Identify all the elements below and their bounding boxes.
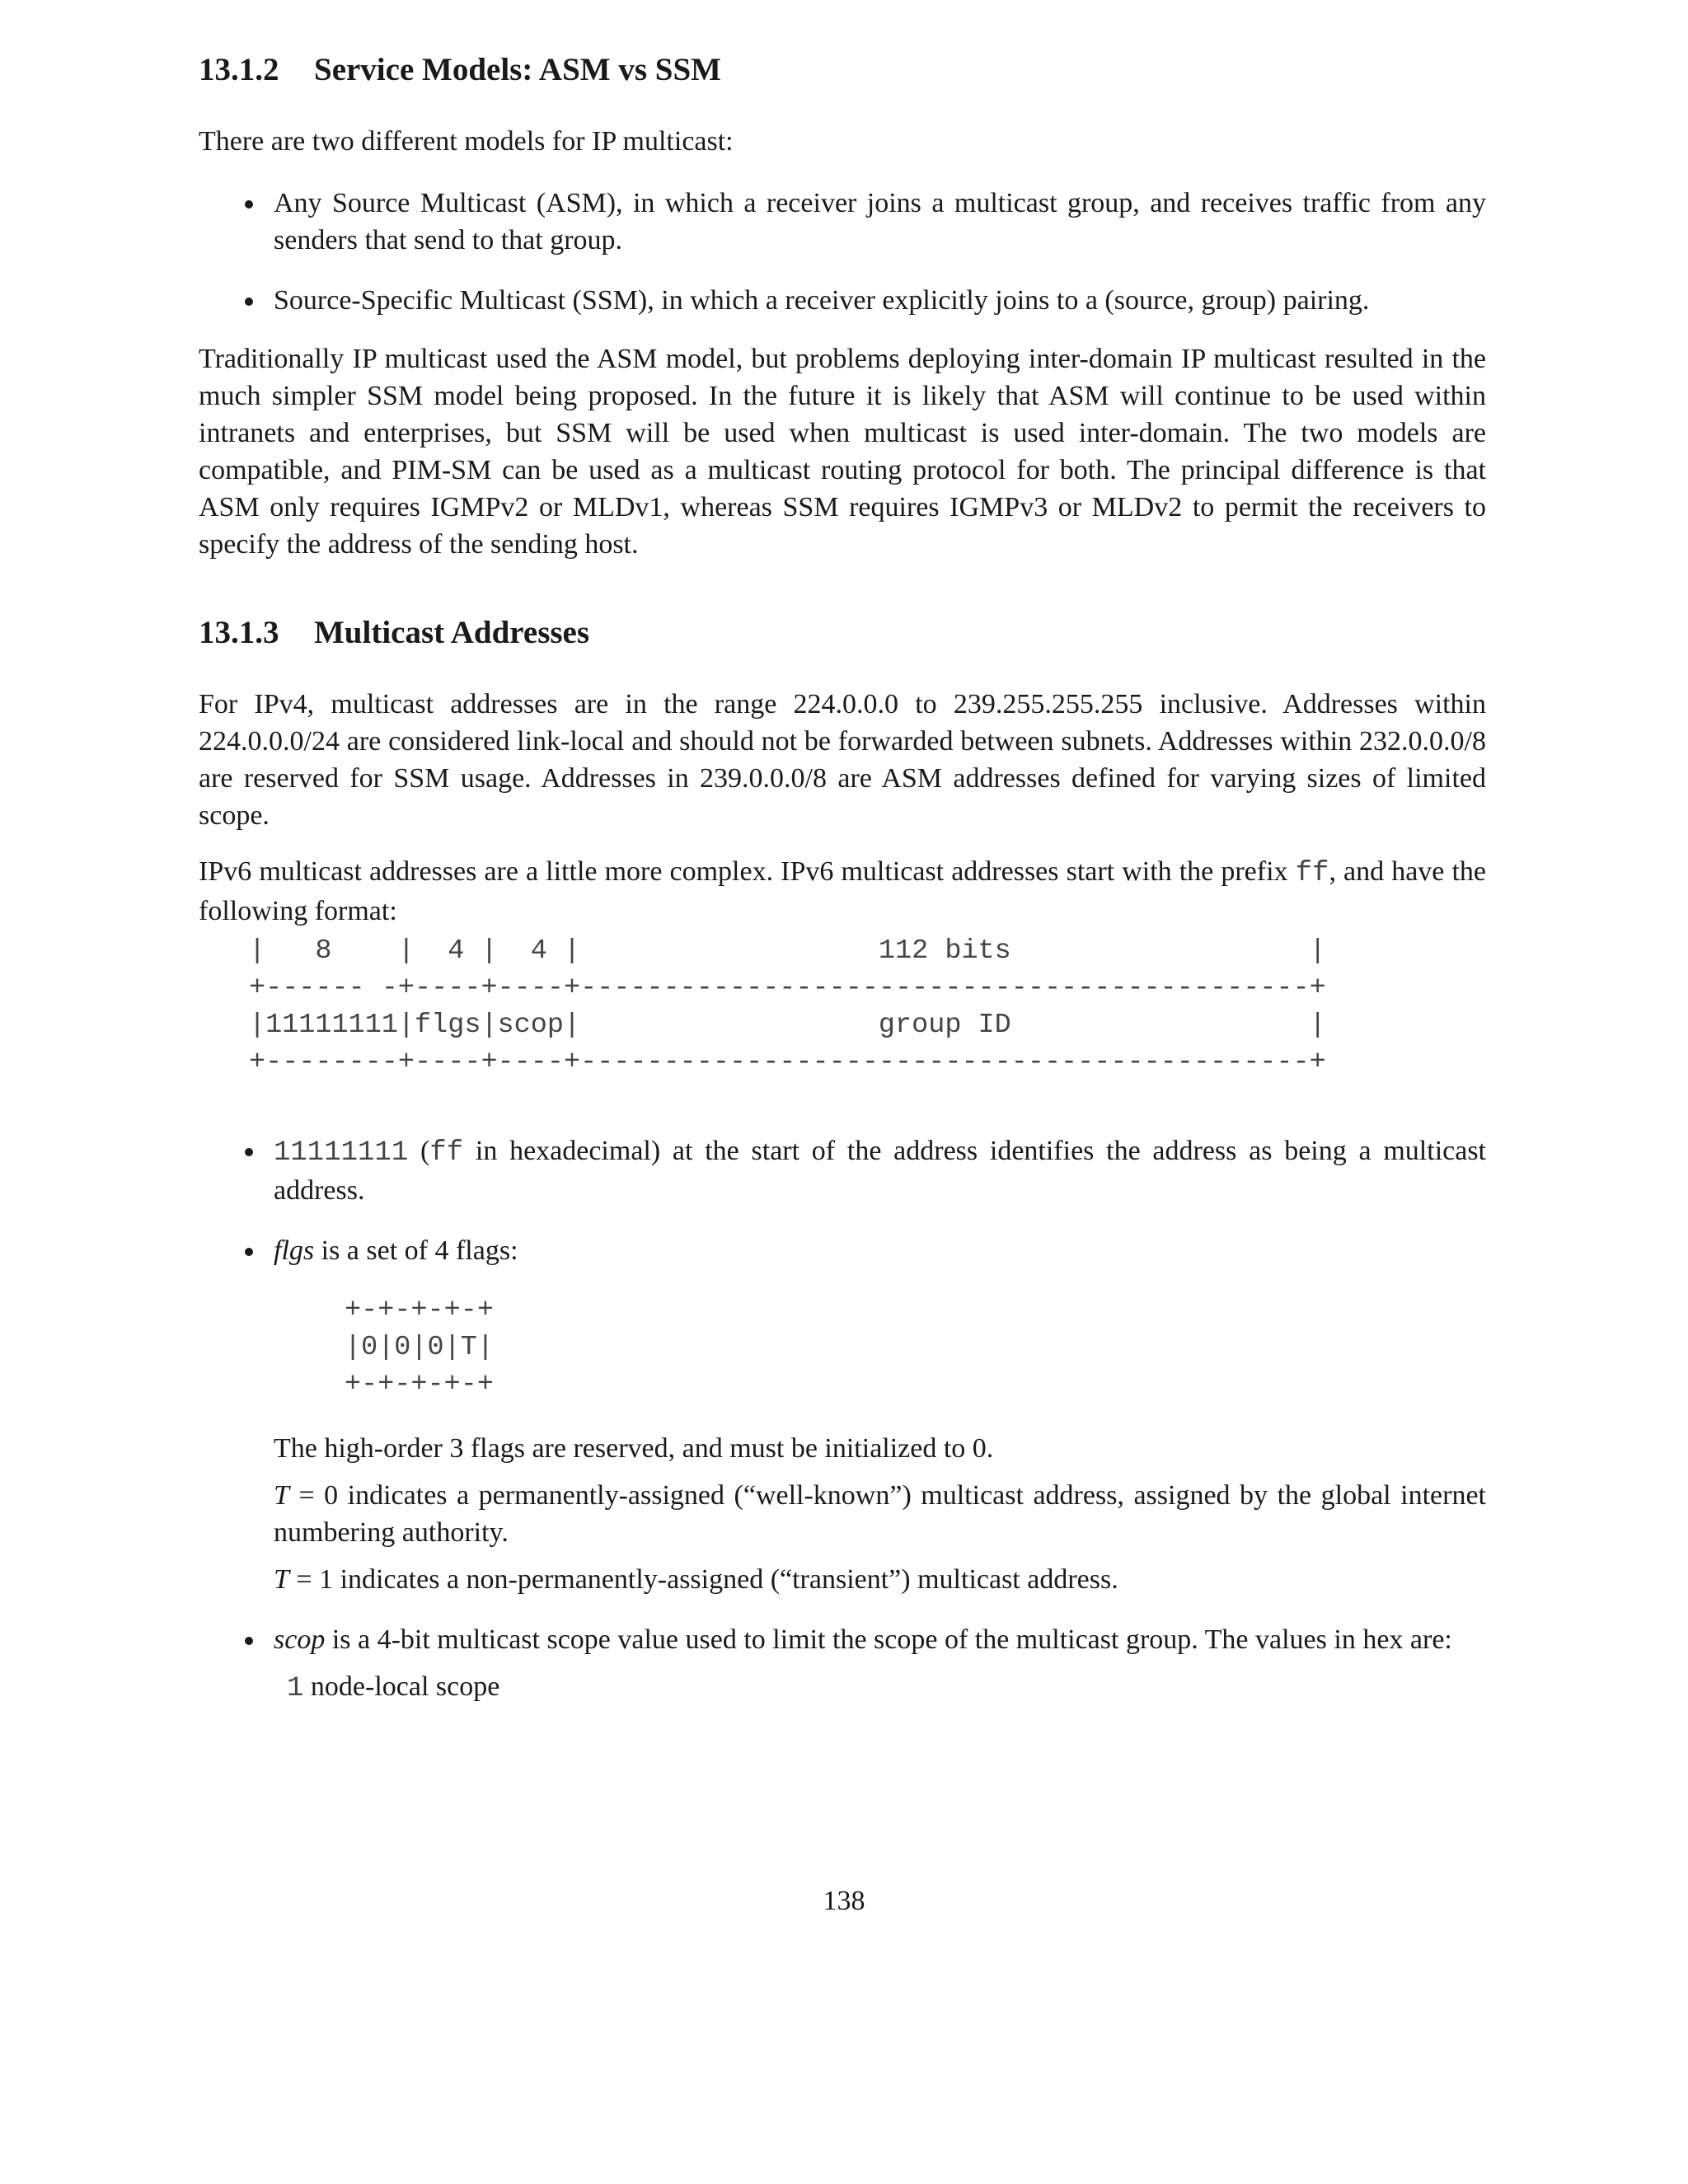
flags-reserved-note: The high-order 3 flags are reserved, and must be initialized to 0. <box>274 1432 994 1464</box>
flag-t1-text: = 1 indicates a non-permanently-assigned (“transient”) multicast address. <box>288 1563 1118 1595</box>
prefix-open: ( <box>408 1135 430 1166</box>
section-number: 13.1.3 <box>199 614 279 650</box>
section-title: Multicast Addresses <box>314 614 590 650</box>
prefix-bits-code: 11111111 <box>274 1137 409 1169</box>
scope-value-row <box>287 1668 1486 1708</box>
flags-text: is a set of 4 flags: <box>314 1235 518 1266</box>
ff-prefix-code: ff <box>1295 857 1329 889</box>
scope-value-code: 1 <box>287 1672 304 1704</box>
page-number: 138 <box>823 1886 865 1916</box>
list-item-ssm: Source-Specific Multicast (SSM), in which a receiver explicitly joins to a (source, group) pairing. <box>199 282 1486 319</box>
flag-t-var: T <box>274 1479 289 1511</box>
page-content <box>199 51 1486 1708</box>
prefix-hex-code: ff <box>429 1137 464 1169</box>
flags-term: flgs <box>274 1235 315 1266</box>
section-heading-13-1-3 <box>199 614 1486 653</box>
flags-diagram: +-+-+-+-+ |0|0|0|T| +-+-+-+-+ <box>345 1294 494 1400</box>
flag-t0-text: = 0 indicates a permanently-assigned (“well-known”) multicast address, assigned by the global internet numbering authority. <box>274 1479 1486 1548</box>
prefix-text: in hexadecimal) at the start of the address identifies the address as being a multicast address. <box>274 1135 1486 1206</box>
section-heading-13-1-2 <box>199 51 1486 90</box>
list-item-asm: Any Source Multicast (ASM), in which a receiver joins a multicast group, and receives traffic from any senders that send to that group. <box>199 185 1486 259</box>
scope-text: is a 4-bit multicast scope value used to limit the scope of the multicast group. The values in hex are: <box>325 1624 1452 1655</box>
ipv4-paragraph: For IPv4, multicast addresses are in the range 224.0.0.0 to 239.255.255.255 inclusive. Addresses within 224.0.0.0/24 are considered link-local and should not be forwarded between subnets. Addresses within 232.0.0.0/8 are reserved for SSM usage. Addresses in 239.0.0.0/8 are ASM addresses defined for varying sizes of limited scope. <box>199 688 1486 831</box>
section-title: Service Models: ASM vs SSM <box>314 52 721 87</box>
asm-ssm-paragraph: Traditionally IP multicast used the ASM model, but problems deploying inter-domain IP multicast resulted in the much simpler SSM model being proposed. In the future it is likely that ASM will continue to be used within intranets and enterprises, but SSM will be used when multicast is used inter-domain. The two models are compatible, and PIM-SM can be used as a multicast routing protocol for both. The principal difference is that ASM only requires IGMPv2 or MLDv1, whereas SSM requires IGMPv3 or MLDv2 to permit the receivers to specify the address of the sending host. <box>199 343 1486 560</box>
scope-intro <box>274 1621 1486 1658</box>
flag-t0-description <box>274 1477 1486 1551</box>
flags-intro <box>274 1232 1486 1269</box>
list-item-flags <box>199 1232 1486 1598</box>
intro-paragraph: There are two different models for IP multicast: <box>199 125 734 157</box>
scope-value-label: node-local scope <box>310 1671 500 1702</box>
flag-t-var: T <box>274 1563 289 1595</box>
address-field-list <box>199 1132 1486 1708</box>
section-number: 13.1.2 <box>199 52 279 87</box>
ipv6-text-b: , and have the following format: <box>199 855 1486 926</box>
list-item-scope <box>199 1621 1486 1708</box>
flag-t1-description <box>274 1561 1486 1598</box>
ipv6-text-a: IPv6 multicast addresses are a little more complex. IPv6 multicast addresses start with the prefix <box>199 855 1296 887</box>
service-model-list <box>199 185 1486 319</box>
ipv6-paragraph <box>199 853 1486 930</box>
list-item-prefix <box>199 1132 1486 1209</box>
ipv6-address-format-diagram: | 8 | 4 | 4 | 112 bits | +------ -+----+----+--------------------------------------------+ |11111111|flgs|scop| group ID | +--------+----+----+--------------------------------------------+ <box>249 935 1326 1078</box>
scope-term: scop <box>274 1624 326 1655</box>
